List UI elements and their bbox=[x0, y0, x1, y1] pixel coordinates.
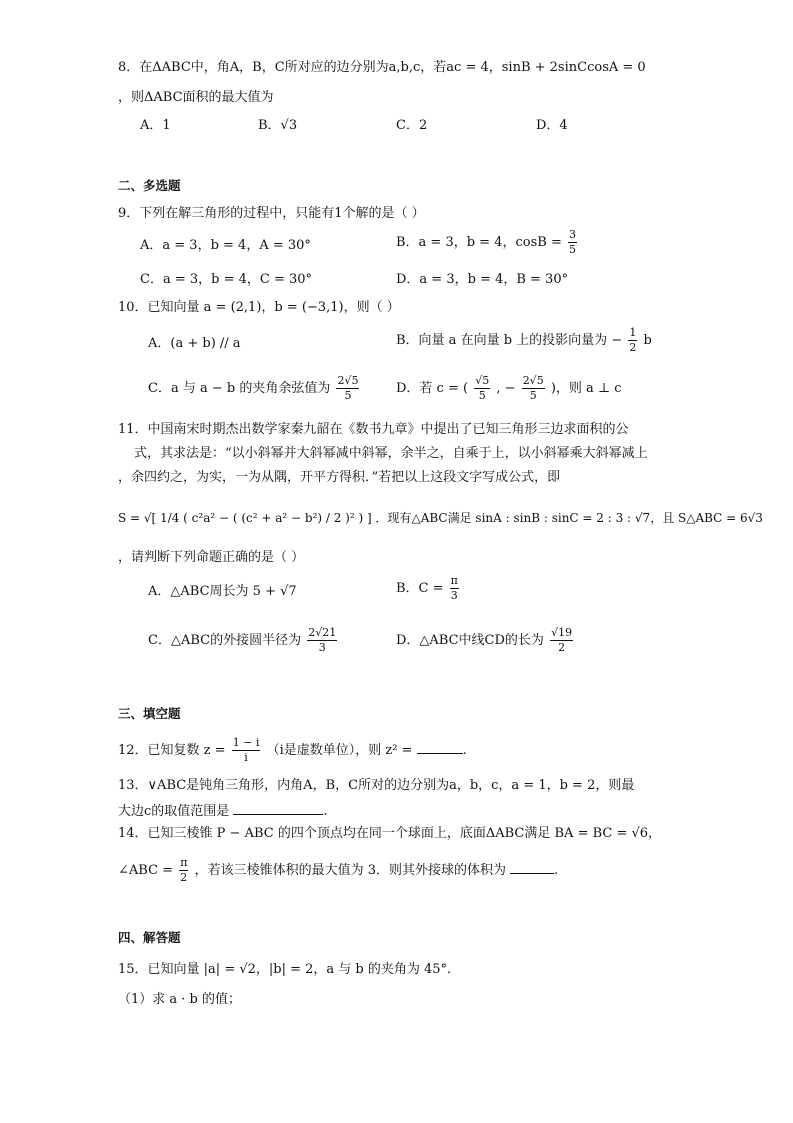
q10-option-b-text: B．向量 a 在向量 b 上的投影向量为 − bbox=[396, 333, 623, 348]
section-heading-multiple-choice: 二、多选题 bbox=[118, 178, 181, 193]
fraction-numerator: 2√5 bbox=[337, 374, 359, 387]
q10-stem: 10．已知向量 a = (2,1)，b = (−3,1)，则（ ） bbox=[118, 300, 400, 315]
q11-line1: 11．中国南宋时期杰出数学家秦九韶在《数书九章》中提出了已知三角形三边求面积的公 bbox=[118, 422, 629, 437]
q8-option-a: A．1 bbox=[140, 118, 171, 133]
q9-option-b-text: B．a = 3，b = 4，cosB = bbox=[396, 235, 562, 250]
fraction-denominator: 5 bbox=[344, 389, 352, 402]
fraction-numerator: √5 bbox=[475, 374, 490, 387]
q11-option-b-text: B．C = bbox=[396, 581, 444, 596]
q10-option-a: A．(a + b) // a bbox=[148, 336, 241, 351]
q8-line2: ，则ΔABC面积的最大值为 bbox=[118, 90, 274, 105]
fraction-denominator: 3 bbox=[318, 641, 326, 654]
fraction-denominator: 5 bbox=[568, 243, 576, 256]
section-heading-solutions: 四、解答题 bbox=[118, 930, 181, 945]
q13-text: 大边c的取值范围是 bbox=[118, 804, 230, 819]
q10-option-d bbox=[396, 374, 622, 403]
q14-line1: 14．已知三棱锥 P − ABC 的四个顶点均在同一个球面上，底面ΔABC满足 BA = BC = √6， bbox=[118, 826, 662, 841]
q9-stem: 9．下列在解三角形的过程中，只能有1个解的是（ ） bbox=[118, 206, 425, 221]
q11-formula: S = √[ 1/4 ( c²a² − ( (c² + a² − b²) / 2 )² ) ] bbox=[118, 511, 372, 525]
q8-option-b: B．√3 bbox=[258, 118, 298, 133]
q14-end: . bbox=[554, 863, 559, 878]
q11-option-c bbox=[148, 626, 339, 655]
fraction-numerator: 2√21 bbox=[308, 626, 337, 639]
fraction-numerator: 3 bbox=[568, 228, 576, 241]
q11-formula-tail: ．现有△ABC满足 sinA : sinB : sinC = 2 : 3 : √7，且 S△ABC = 6√3 bbox=[375, 511, 763, 525]
q12-fraction bbox=[232, 736, 261, 765]
q10-option-b bbox=[396, 326, 652, 355]
q9-option-b bbox=[396, 228, 579, 257]
q11-option-d-fraction bbox=[550, 626, 573, 655]
q14-text: ∠ABC = bbox=[118, 863, 174, 878]
section-heading-fill-in: 三、填空题 bbox=[118, 706, 181, 721]
q10-option-c-text: C．a 与 a − b 的夹角余弦值为 bbox=[148, 381, 331, 396]
q12-answer-blank[interactable] bbox=[417, 741, 463, 754]
q15-stem: 15．已知向量 |a| = √2，|b| = 2，a 与 b 的夹角为 45°． bbox=[118, 962, 461, 977]
fraction-numerator: √19 bbox=[551, 626, 573, 639]
fraction-denominator: 2 bbox=[629, 341, 637, 354]
q9-option-c: C．a = 3，b = 4，C = 30° bbox=[140, 272, 313, 287]
fraction-denominator: 5 bbox=[478, 389, 486, 402]
q11-formula-line bbox=[118, 508, 763, 528]
q11-option-d-text: D．△ABC中线CD的长为 bbox=[396, 633, 544, 648]
q11-option-b-fraction bbox=[450, 574, 459, 603]
q14-line2 bbox=[118, 856, 558, 885]
q11-option-c-text: C．△ABC的外接圆半径为 bbox=[148, 633, 302, 648]
q9-option-a: A．a = 3，b = 4，A = 30° bbox=[140, 238, 311, 253]
fraction-denominator: 3 bbox=[450, 589, 458, 602]
q11-option-b bbox=[396, 574, 461, 603]
q10-option-b-fraction bbox=[628, 326, 637, 355]
fraction-numerator: 1 bbox=[629, 326, 637, 339]
q12-end: . bbox=[462, 743, 467, 758]
q10-option-d-fraction-1 bbox=[474, 374, 490, 403]
fraction-denominator: 2 bbox=[558, 641, 566, 654]
q11-line3: ，余四约之，为实，一为从隅，开平方得积．”若把以上这段文字写成公式，即 bbox=[118, 470, 561, 485]
q13-end: . bbox=[323, 804, 328, 819]
q14-suffix: ，若该三棱锥体积的最大值为 3．则其外接球的体积为 bbox=[194, 863, 506, 878]
q11-option-c-fraction bbox=[307, 626, 337, 655]
fraction-denominator: 5 bbox=[529, 389, 537, 402]
fraction-denominator: 2 bbox=[180, 871, 188, 884]
q11-line2: 式，其求法是：“以小斜幂并大斜幂减中斜幂，余半之，自乘于上，以小斜幂乘大斜幂减上 bbox=[134, 446, 648, 461]
q8-option-c: C．2 bbox=[396, 118, 428, 133]
q8-option-d: D．4 bbox=[536, 118, 568, 133]
q14-fraction bbox=[179, 856, 188, 885]
q10-option-d-suffix: )，则 a ⊥ c bbox=[550, 381, 622, 396]
fraction-numerator: 2√5 bbox=[522, 374, 544, 387]
q15-part1: （1）求 a · b 的值； bbox=[118, 992, 242, 1007]
q10-option-d-mid: , − bbox=[496, 381, 516, 396]
q12-suffix: （i是虚数单位），则 z² = bbox=[266, 743, 413, 758]
q13-line2 bbox=[118, 802, 328, 822]
fraction-numerator: π bbox=[180, 856, 188, 869]
q12-text: 12．已知复数 z = bbox=[118, 743, 226, 758]
q10-option-d-text: D．若 c = ( bbox=[396, 381, 469, 396]
q10-option-d-fraction-2 bbox=[522, 374, 545, 403]
fraction-numerator: 1 − i bbox=[232, 736, 260, 749]
q10-option-b-suffix: b bbox=[643, 333, 652, 348]
fraction-denominator: i bbox=[244, 751, 248, 764]
q10-option-c-fraction bbox=[336, 374, 359, 403]
q13-line1: 13．∨ABC是钝角三角形，内角A，B，C所对的边分别为a，b，c，a = 1，b = 2，则最 bbox=[118, 778, 635, 793]
q10-option-c bbox=[148, 374, 361, 403]
q9-option-d: D．a = 3，b = 4，B = 30° bbox=[396, 272, 569, 287]
q11-option-a: A．△ABC周长为 5 + √7 bbox=[148, 584, 297, 599]
q13-answer-blank[interactable] bbox=[233, 802, 323, 815]
fraction-numerator: π bbox=[450, 574, 458, 587]
q12-line bbox=[118, 736, 467, 765]
q11-line5: ，请判断下列命题正确的是（ ） bbox=[118, 550, 305, 565]
q11-option-d bbox=[396, 626, 575, 655]
q14-answer-blank[interactable] bbox=[510, 861, 554, 874]
q9-option-b-fraction bbox=[568, 228, 577, 257]
q8-line1: 8．在ΔABC中，角A，B，C所对应的边分别为a,b,c，若ac = 4，sinB + 2sinCcosA = 0 bbox=[118, 60, 646, 75]
